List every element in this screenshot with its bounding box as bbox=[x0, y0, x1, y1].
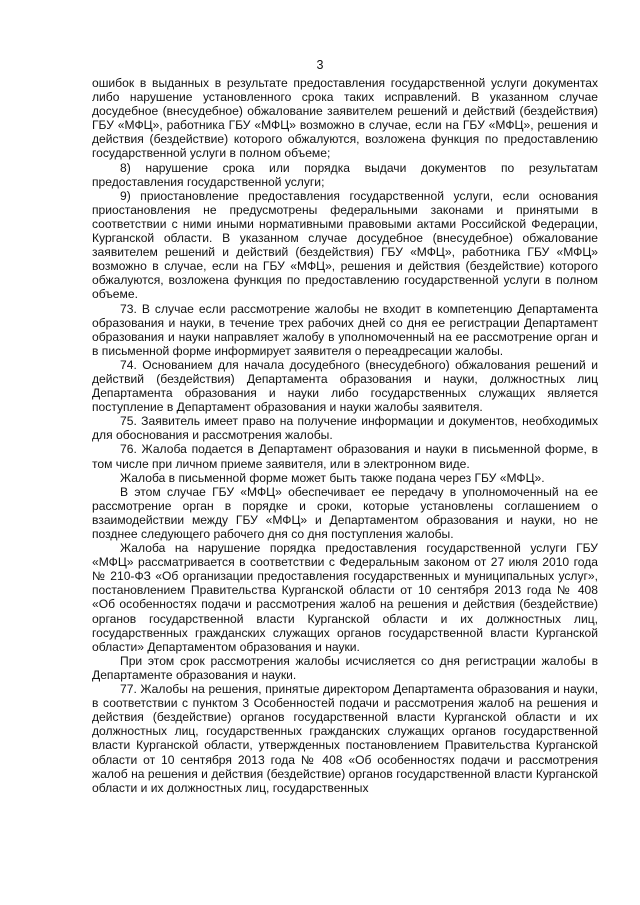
paragraph-76-transfer: В этом случае ГБУ «МФЦ» обеспечивает ее передачу в уполномоченный на ее рассмотрение орган в порядке и сроки, которые установлены соглашением о взаимодействии между ГБУ «МФЦ» и Департаментом образования и науки, но не позднее следующего рабочего дня со дня поступления жалобы. bbox=[92, 484, 598, 541]
paragraph-75: 75. Заявитель имеет право на получение информации и документов, необходимых для обоснования и рассмотрения жалобы. bbox=[92, 414, 598, 443]
paragraph-76-term: При этом срок рассмотрения жалобы исчисляется со дня регистрации жалобы в Департаменте образования и науки. bbox=[92, 653, 598, 682]
paragraph-76: 76. Жалоба подается в Департамент образования и науки в письменной форме, в том числе при личном приеме заявителя, или в электронном виде. bbox=[92, 442, 598, 471]
paragraph-73: 73. В случае если рассмотрение жалобы не входит в компетенцию Департамента образования и науки, в течение трех рабочих дней со дня ее регистрации Департамент образования и науки направляет жалобу в уполномоченный на ее рассмотрение орган и в письменной форме информирует заявителя о переадресации жалобы. bbox=[92, 301, 598, 358]
document-body bbox=[92, 76, 598, 795]
paragraph-item-9: 9) приостановление предоставления государственной услуги, если основания приостановления не предусмотрены федеральными законами и принятыми в соответствии с ними иными нормативными правовыми актами Российской Федерации, Курганской области. В указанном случае досудебное (внесудебное) обжалование заявителем решений и действий (бездействия) ГБУ «МФЦ», работника ГБУ «МФЦ» возможно в случае, если на ГБУ «МФЦ», решения и действия (бездействие) которого обжалуются, возложена функция по предоставлению государственной услуги в полном объеме. bbox=[92, 188, 598, 302]
paragraph-76-mfc: Жалоба в письменной форме может быть также подана через ГБУ «МФЦ». bbox=[120, 470, 545, 485]
paragraph-item-8: 8) нарушение срока или порядка выдачи документов по результатам предоставления государственной услуги; bbox=[92, 160, 598, 189]
paragraph-77: 77. Жалобы на решения, принятые директором Департамента образования и науки, в соответствии с пунктом 3 Особенностей подачи и рассмотрения жалоб на решения и действия (бездействие) органов государственной власти Курганской области и их должностных лиц, государственных гражданских служащих органов государственной власти Курганской области, утвержденных постановлением Правительства Курганской области от 10 сентября 2013 года № 408 «Об особенностях подачи и рассмотрения жалоб на решения и действия (бездействие) органов государственной власти Курганской области и их должностных лиц, государственных bbox=[92, 682, 598, 795]
paragraph-74: 74. Основанием для начала досудебного (внесудебного) обжалования решений и действий (бездействия) Департамента образования и науки, должностных лиц Департамента образования и науки либо государственных служащих является поступление в Департамент образования и науки жалобы заявителя. bbox=[92, 357, 598, 415]
paragraph-76-complaint-mfc: Жалоба на нарушение порядка предоставления государственной услуги ГБУ «МФЦ» рассматривается в соответствии с Федеральным законом от 27 июля 2010 года № 210-ФЗ «Об организации предоставления государственных и муниципальных услуг», постановлением Правительства Курганской области от 10 сентября 2013 года № 408 «Об особенностях подачи и рассмотрения жалоб на решения и действия (бездействие) органов государственной власти Курганской области и их должностных лиц, государственных гражданских служащих органов государственной власти Курганской области» Департаментом образования и науки. bbox=[92, 541, 598, 654]
paragraph-continuation: ошибок в выданных в результате предоставления государственной услуги документах либо нарушение установленного срока таких исправлений. В указанном случае досудебное (внесудебное) обжалование заявителем решений и действий (бездействия) ГБУ «МФЦ», работника ГБУ «МФЦ» возможно в случае, если на ГБУ «МФЦ», решения и действия (бездействие) которого обжалуются, возложена функция по предоставлению государственной услуги в полном объеме; bbox=[92, 76, 598, 161]
page-number: 3 bbox=[316, 58, 324, 72]
